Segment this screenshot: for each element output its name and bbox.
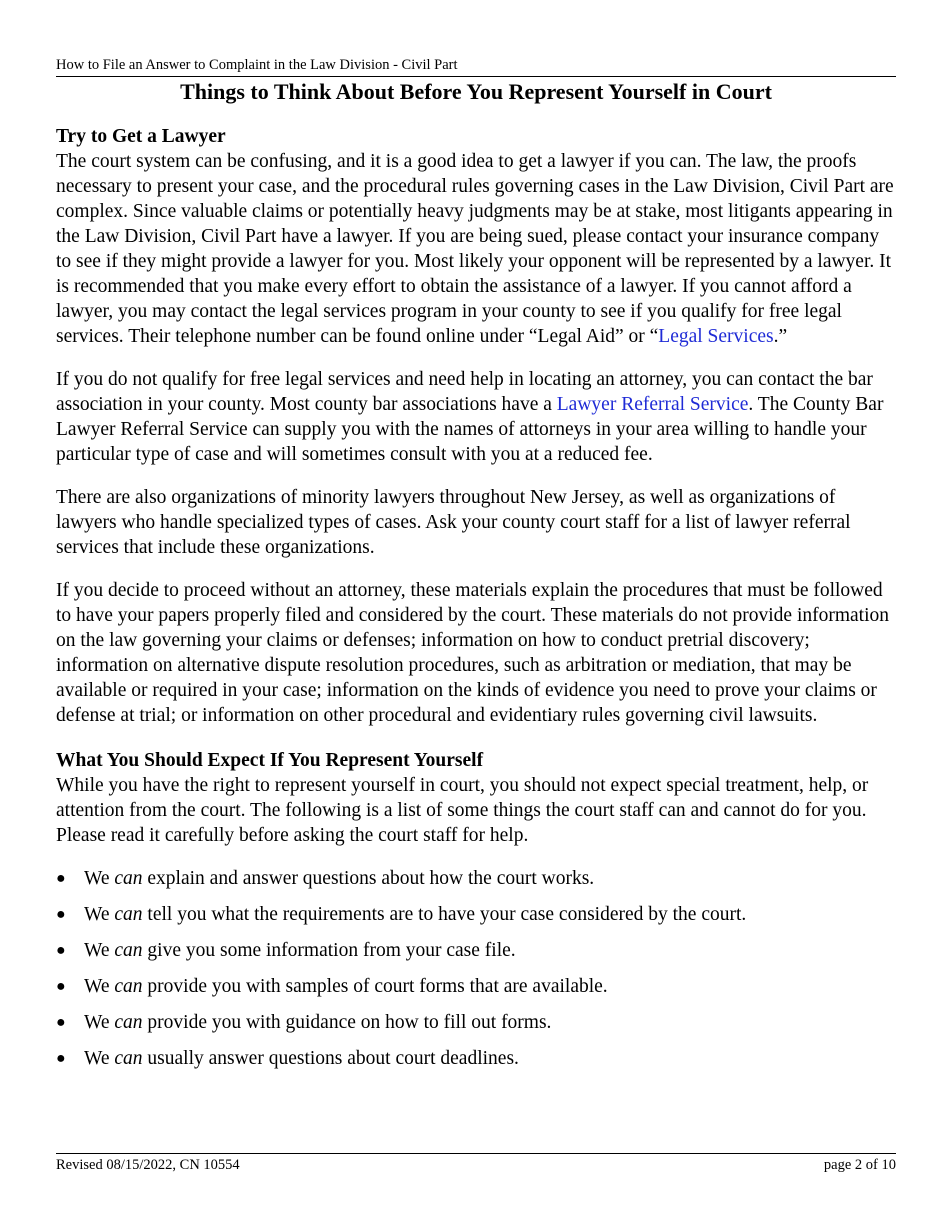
section-heading-lawyer: Try to Get a Lawyer (56, 126, 226, 147)
list-item: ● We can provide you with samples of court forms that are available. (56, 976, 608, 997)
bullet-icon: ● (56, 870, 66, 887)
list-item: ● We can provide you with guidance on how to fill out forms. (56, 1012, 552, 1033)
paragraph-referral (56, 367, 896, 467)
bullet-icon: ● (56, 1014, 66, 1031)
running-header: How to File an Answer to Complaint in the Law Division - Civil Part (56, 57, 896, 77)
lawyer-referral-service-link[interactable]: Lawyer Referral Service (556, 394, 749, 415)
legal-services-link[interactable]: Legal Services (658, 326, 774, 347)
bullet-icon: ● (56, 1050, 66, 1067)
page-number: page 2 of 10 (823, 1157, 896, 1173)
bullet-icon: ● (56, 942, 66, 959)
bullet-icon: ● (56, 978, 66, 995)
paragraph-text-end: .” (773, 326, 788, 347)
revision-note: Revised 08/15/2022, CN 10554 (56, 1157, 240, 1173)
paragraph-expectations: While you have the right to represent yourself in court, you should not expect special treatment, help, or attention from the court. The following is a list of some things the court staff can and cannot do for you. Please read it carefully before asking the court staff for help. (56, 775, 869, 846)
list-item: ● We can give you some information from your case file. (56, 940, 516, 961)
paragraph-proceed-without-attorney: If you decide to proceed without an attorney, these materials explain the procedures that must be followed to have your papers properly filed and considered by the court. These materials do not provide information on the law governing your claims or defenses; information on how to conduct pretrial discovery; information on alternative dispute resolution procedures, such as arbitration or mediation, that may be available or required in your case; information on the kinds of evidence you need to prove your claims or defense at trial; or information on other procedural and evidentiary rules governing civil lawsuits. (56, 580, 890, 726)
list-item: ● We can tell you what the requirements are to have your case considered by the court. (56, 904, 747, 925)
paragraph-text: If you do not qualify for free legal services and need help in locating an attorney, you can contact the bar association in your county. Most county bar associations have a (56, 369, 873, 415)
paragraph-lawyer-intro (56, 149, 896, 349)
section-heading-expectations: What You Should Expect If You Represent Yourself (56, 750, 484, 771)
document-page (56, 0, 896, 1230)
page-footer (56, 1153, 896, 1174)
list-item: ● We can explain and answer questions about how the court works. (56, 868, 595, 889)
list-item: ● We can usually answer questions about court deadlines. (56, 1048, 519, 1069)
staff-can-list (56, 866, 896, 1071)
paragraph-minority-lawyers: There are also organizations of minority lawyers throughout New Jersey, as well as organizations of lawyers who handle specialized types of cases. Ask your county court staff for a list of lawyer referral services that include these organizations. (56, 487, 851, 558)
paragraph-text-end: . The County Bar Lawyer Referral Service can supply you with the names of attorneys in your area willing to handle your particular type of case and will sometimes consult with you at a reduced fee. (56, 394, 884, 465)
page-title: Things to Think About Before You Represent Yourself in Court (180, 79, 772, 104)
bullet-icon: ● (56, 906, 66, 923)
paragraph-text: The court system can be confusing, and it is a good idea to get a lawyer if you can. The law, the proofs necessary to present your case, and the procedural rules governing cases in the Law Division, Civil Part are complex. Since valuable claims or potentially heavy judgments may be at stake, most litigants appearing in the Law Division, Civil Part have a lawyer. If you are being sued, please contact your insurance company to see if they might provide a lawyer for you. Most likely your opponent will be represented by a lawyer. It is recommended that you make every effort to obtain the assistance of a lawyer. If you cannot afford a lawyer, you may contact the legal services program in your county to see if you qualify for free legal services. Their telephone number can be found online under “Legal Aid” or “ (56, 151, 894, 347)
main-content (56, 124, 896, 1082)
